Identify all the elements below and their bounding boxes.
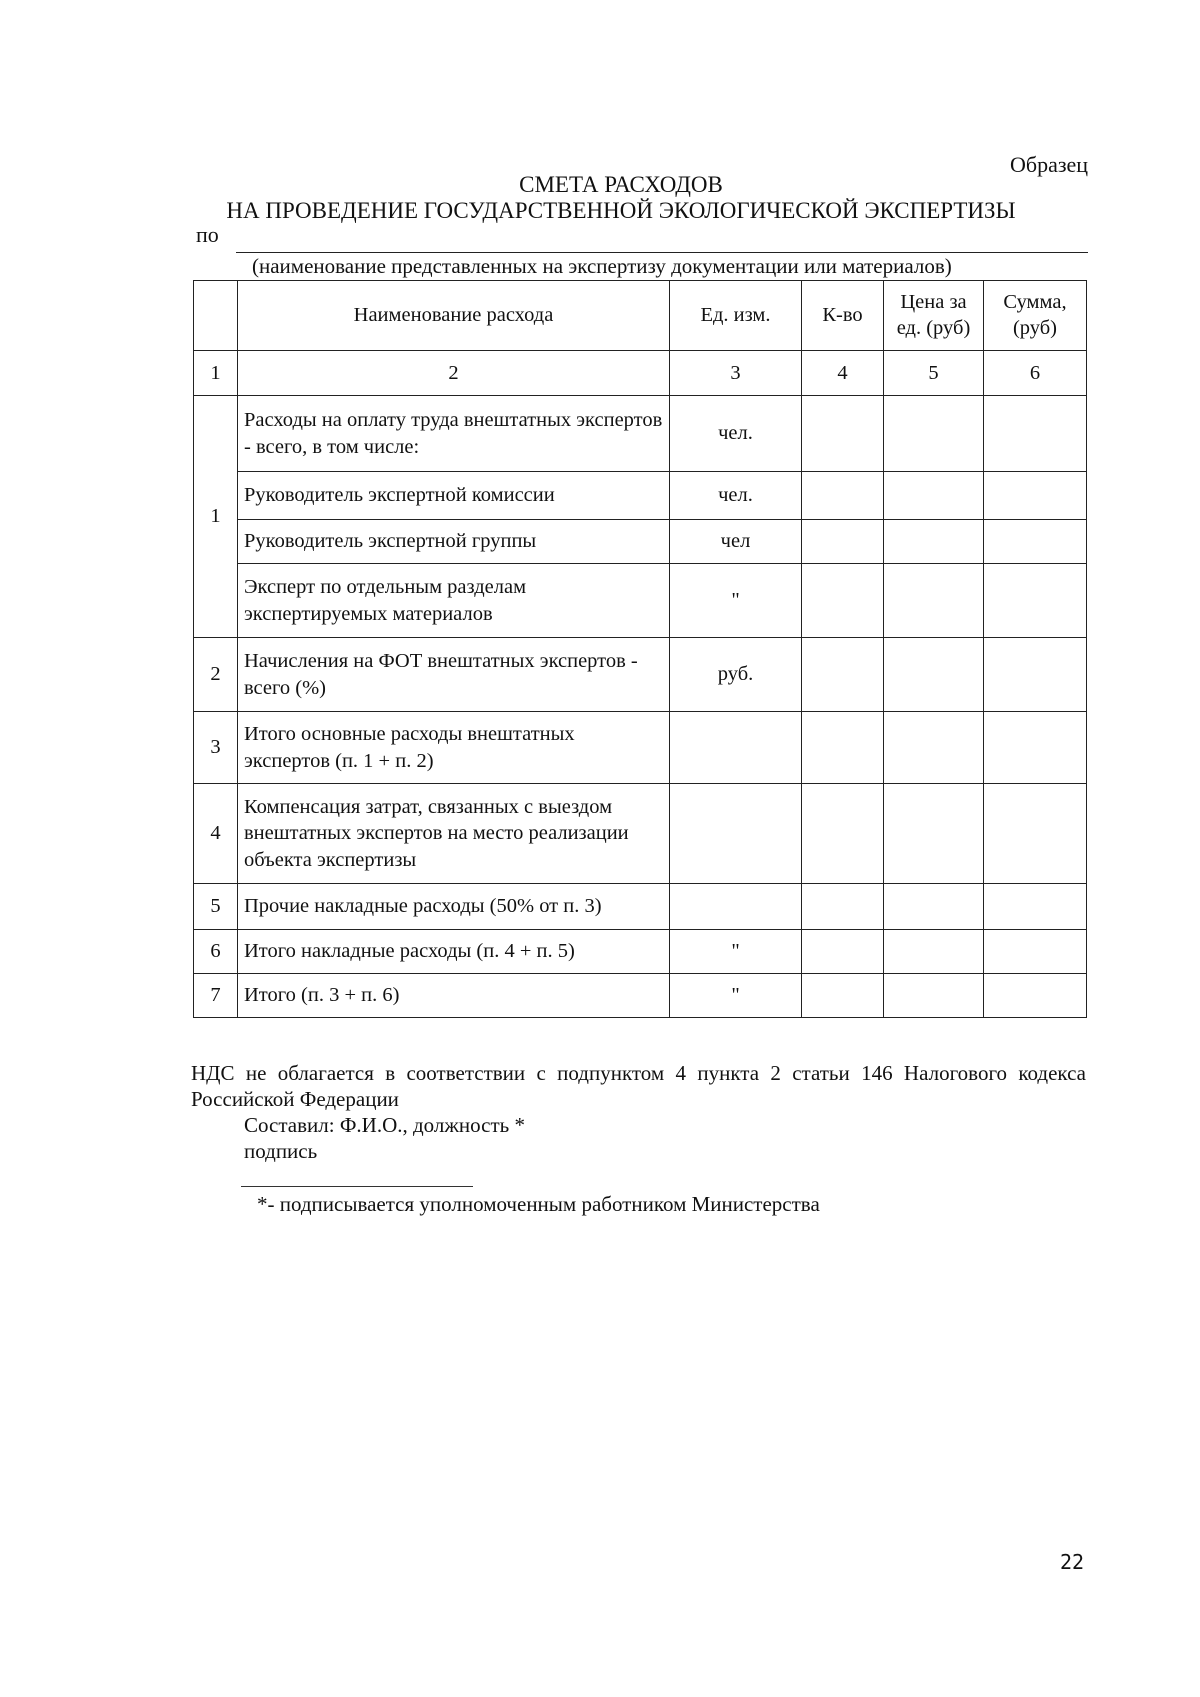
row-number: 7 — [194, 974, 238, 1018]
row-name: Компенсация затрат, связанных с выездом внештатных экспертов на место реализации объекта экспертизы — [238, 784, 670, 884]
table-row — [194, 638, 1087, 712]
row-name: Итого (п. 3 + п. 6) — [238, 974, 670, 1018]
row-qty — [802, 520, 884, 564]
table-row — [194, 564, 1087, 638]
row-number: 5 — [194, 884, 238, 930]
table-row — [194, 396, 1087, 472]
row-price — [884, 638, 984, 712]
row-number: 4 — [194, 784, 238, 884]
row-unit — [670, 784, 802, 884]
row-price — [884, 520, 984, 564]
row-sum — [984, 712, 1087, 784]
row-price — [884, 712, 984, 784]
footnote-separator — [241, 1186, 473, 1187]
table-row — [194, 884, 1087, 930]
row-unit: " — [670, 930, 802, 974]
document-title: СМЕТА РАСХОДОВ — [519, 172, 723, 197]
index-cell: 6 — [984, 351, 1087, 396]
expense-table — [193, 280, 1087, 1018]
row-price — [884, 784, 984, 884]
row-name: Итого накладные расходы (п. 4 + п. 5) — [238, 930, 670, 974]
table-row — [194, 784, 1087, 884]
row-qty — [802, 974, 884, 1018]
table-row — [194, 472, 1087, 520]
row-unit: " — [670, 974, 802, 1018]
row-qty — [802, 396, 884, 472]
row-price — [884, 884, 984, 930]
row-price — [884, 396, 984, 472]
header-cell-qty: К-во — [802, 281, 884, 351]
row-unit: " — [670, 564, 802, 638]
index-cell: 5 — [884, 351, 984, 396]
row-qty — [802, 884, 884, 930]
row-name: Руководитель экспертной группы — [238, 520, 670, 564]
row-qty — [802, 712, 884, 784]
document-subtitle: НА ПРОВЕДЕНИЕ ГОСУДАРСТВЕННОЙ ЭКОЛОГИЧЕСКОЙ ЭКСПЕРТИЗЫ — [226, 198, 1016, 223]
row-qty — [802, 564, 884, 638]
row-name: Начисления на ФОТ внештатных экспертов - всего (%) — [238, 638, 670, 712]
row-qty — [802, 930, 884, 974]
po-caption: (наименование представленных на экспертизу документации или материалов) — [252, 254, 952, 278]
table-row — [194, 930, 1087, 974]
header-cell-price: Цена за ед. (руб) — [884, 281, 984, 351]
row-number: 3 — [194, 712, 238, 784]
row-unit: чел — [670, 520, 802, 564]
sample-label: Образец — [1010, 152, 1089, 177]
header-cell-unit: Ед. изм. — [670, 281, 802, 351]
vat-note: НДС не облагается в соответствии с подпунктом 4 пункта 2 статьи 146 Налогового кодекса Российской Федерации — [191, 1061, 1086, 1112]
row-qty — [802, 784, 884, 884]
row-name: Расходы на оплату труда внештатных экспертов - всего, в том числе: — [238, 396, 670, 472]
compiled-by: Составил: Ф.И.О., должность * — [244, 1113, 525, 1137]
row-name: Прочие накладные расходы (50% от п. 3) — [238, 884, 670, 930]
row-sum — [984, 564, 1087, 638]
table-header-row — [194, 281, 1087, 351]
footnote: *- подписывается уполномоченным работником Министерства — [257, 1192, 820, 1216]
row-unit — [670, 884, 802, 930]
table-row — [194, 712, 1087, 784]
row-qty — [802, 472, 884, 520]
row-unit: чел. — [670, 396, 802, 472]
row-price — [884, 974, 984, 1018]
row-sum — [984, 396, 1087, 472]
header-cell-num — [194, 281, 238, 351]
row-name: Руководитель экспертной комиссии — [238, 472, 670, 520]
row-sum — [984, 472, 1087, 520]
page-number: 22 — [1060, 1550, 1085, 1574]
signature-label: подпись — [244, 1139, 318, 1163]
header-cell-name: Наименование расхода — [238, 281, 670, 351]
index-cell: 3 — [670, 351, 802, 396]
row-price — [884, 564, 984, 638]
row-unit: руб. — [670, 638, 802, 712]
row-unit: чел. — [670, 472, 802, 520]
row-sum — [984, 884, 1087, 930]
row-sum — [984, 520, 1087, 564]
row-sum — [984, 638, 1087, 712]
row-name: Итого основные расходы внештатных экспертов (п. 1 + п. 2) — [238, 712, 670, 784]
index-cell: 1 — [194, 351, 238, 396]
row-price — [884, 930, 984, 974]
table-index-row — [194, 351, 1087, 396]
row-name: Эксперт по отдельным разделам экспертируемых материалов — [238, 564, 670, 638]
row-sum — [984, 784, 1087, 884]
row-sum — [984, 930, 1087, 974]
header-cell-sum: Сумма, (руб) — [984, 281, 1087, 351]
row-number: 6 — [194, 930, 238, 974]
row-price — [884, 472, 984, 520]
po-fill-line — [236, 252, 1088, 253]
row-qty — [802, 638, 884, 712]
table-row — [194, 520, 1087, 564]
po-label: по — [196, 222, 219, 247]
row-sum — [984, 974, 1087, 1018]
table-row — [194, 974, 1087, 1018]
index-cell: 4 — [802, 351, 884, 396]
index-cell: 2 — [238, 351, 670, 396]
row-number: 2 — [194, 638, 238, 712]
row-number: 1 — [194, 396, 238, 638]
row-unit — [670, 712, 802, 784]
